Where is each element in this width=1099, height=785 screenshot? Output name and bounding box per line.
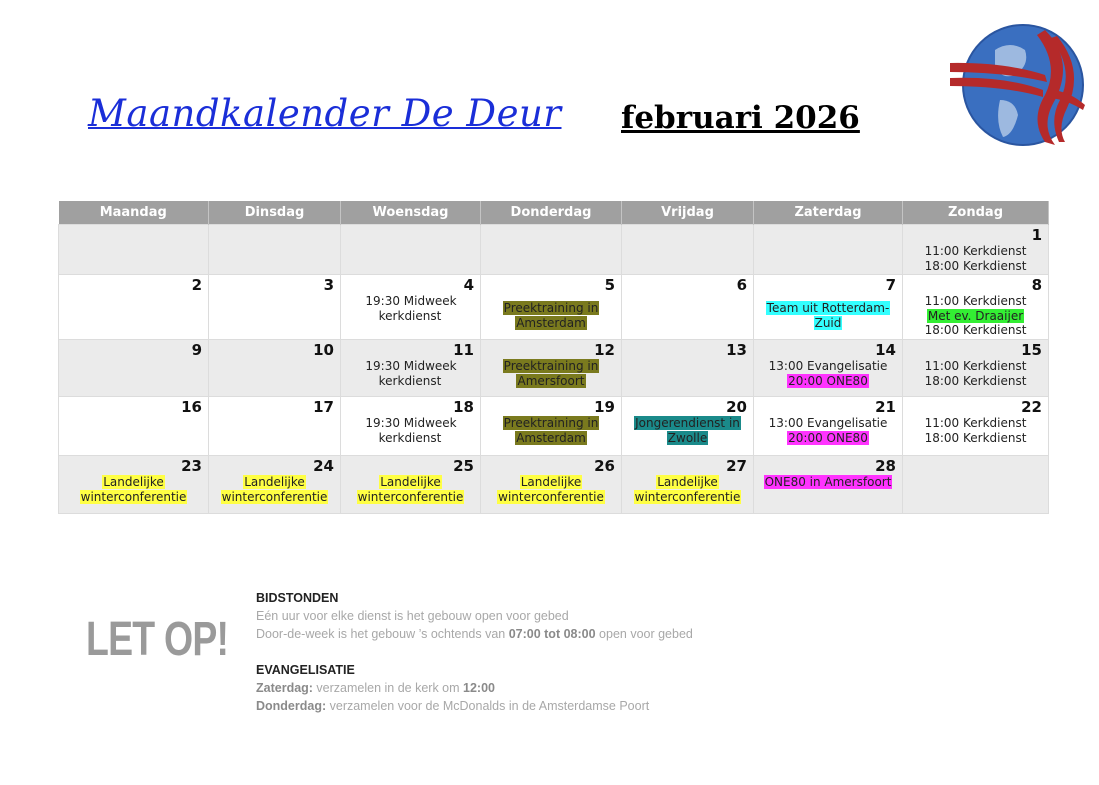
calendar-event xyxy=(760,374,896,389)
weekday-header: Vrijdag xyxy=(622,201,754,225)
calendar-day-cell xyxy=(59,456,209,514)
event-text: Landelijke winterconferentie xyxy=(221,475,328,504)
calendar-week-row xyxy=(59,456,1049,514)
calendar-event xyxy=(760,475,896,490)
event-text: 18:00 Kerkdienst xyxy=(924,323,1027,337)
calendar-day-cell xyxy=(341,225,481,275)
text: verzamelen in de kerk om xyxy=(312,681,464,695)
calendar-day-cell xyxy=(481,456,622,514)
text: open voor gebed xyxy=(595,627,693,641)
calendar-day-cell xyxy=(341,456,481,514)
event-text: 20:00 ONE80 xyxy=(788,430,868,445)
calendar-day-cell xyxy=(209,456,341,514)
calendar-day-cell xyxy=(622,275,754,340)
weekday-header: Dinsdag xyxy=(209,201,341,225)
day-number: 5 xyxy=(604,276,615,294)
calendar-day-cell xyxy=(209,275,341,340)
calendar-day-cell xyxy=(209,397,341,456)
calendar-day-cell xyxy=(622,225,754,275)
month-title: februari 2026 xyxy=(621,100,860,136)
calendar-day-cell xyxy=(481,225,622,275)
day-number: 19 xyxy=(594,398,615,416)
calendar-day-cell xyxy=(341,340,481,397)
text: verzamelen voor de McDonalds in de Amsterdamse Poort xyxy=(326,699,650,713)
event-text: Met ev. Draaijer xyxy=(927,308,1024,323)
day-number: 16 xyxy=(181,398,202,416)
bidstonden-heading: BIDSTONDEN xyxy=(256,591,339,605)
calendar-event xyxy=(909,259,1042,274)
bidstonden-line-1: Eén uur voor elke dienst is het gebouw open voor gebed xyxy=(256,609,569,623)
calendar-event xyxy=(487,475,615,504)
text: Door-de-week is het gebouw ’s ochtends van xyxy=(256,627,509,641)
calendar-day-cell xyxy=(341,397,481,456)
day-number: 10 xyxy=(313,341,334,359)
event-text: Landelijke winterconferentie xyxy=(634,475,741,504)
calendar-day-cell xyxy=(59,397,209,456)
church-logo xyxy=(945,20,1090,150)
day-number: 9 xyxy=(191,341,202,359)
evangelisatie-line-1 xyxy=(256,679,693,697)
calendar-event xyxy=(909,359,1042,374)
day-number: 25 xyxy=(453,457,474,475)
event-text: Landelijke winterconferentie xyxy=(498,475,604,504)
event-text: 18:00 Kerkdienst xyxy=(924,373,1027,388)
day-number: 26 xyxy=(594,457,615,475)
day-number: 24 xyxy=(313,457,334,475)
event-text: ONE80 in Amersfoort xyxy=(764,475,892,489)
calendar-day-cell xyxy=(754,456,903,514)
day-number: 12 xyxy=(594,341,615,359)
event-text: 11:00 Kerkdienst xyxy=(924,416,1027,430)
event-text: Jongerendienst in Zwolle xyxy=(635,416,740,445)
day-number: 2 xyxy=(191,276,202,294)
calendar-event xyxy=(347,416,474,445)
event-text: Team uit Rotterdam-Zuid xyxy=(766,301,890,330)
notice-text xyxy=(256,589,693,715)
day-number: 17 xyxy=(313,398,334,416)
event-text: 13:00 Evangelisatie xyxy=(768,416,888,430)
calendar-day-cell xyxy=(754,225,903,275)
calendar-day-cell xyxy=(59,225,209,275)
day-number: 11 xyxy=(453,341,474,359)
day-label: Zaterdag: xyxy=(256,681,313,695)
time: 12:00 xyxy=(463,681,495,695)
event-text: 11:00 Kerkdienst xyxy=(924,244,1027,258)
calendar-day-cell xyxy=(59,340,209,397)
page-title: Maandkalender De Deur xyxy=(88,92,562,135)
event-text: 19:30 Midweek kerkdienst xyxy=(365,416,457,445)
day-number: 28 xyxy=(875,457,896,475)
calendar-event xyxy=(347,359,474,388)
calendar-event xyxy=(760,431,896,446)
calendar-grid xyxy=(58,201,1049,514)
day-number: 1 xyxy=(1031,226,1042,244)
calendar-day-cell xyxy=(903,456,1049,514)
event-text: Preektraining in Amsterdam xyxy=(503,301,599,330)
weekday-header: Maandag xyxy=(59,201,209,225)
calendar-day-cell xyxy=(622,456,754,514)
event-text: 20:00 ONE80 xyxy=(788,373,868,388)
day-number: 18 xyxy=(453,398,474,416)
notice-label: LET OP! xyxy=(86,613,229,666)
calendar-day-cell xyxy=(59,275,209,340)
day-number: 6 xyxy=(736,276,747,294)
calendar-event xyxy=(760,301,896,330)
event-text: Landelijke winterconferentie xyxy=(357,475,464,504)
event-text: Preektraining in Amsterdam xyxy=(503,416,599,445)
calendar-event xyxy=(760,359,896,374)
calendar-event xyxy=(909,323,1042,338)
calendar-event xyxy=(215,475,334,504)
calendar-week-row xyxy=(59,225,1049,275)
weekday-header: Zondag xyxy=(903,201,1049,225)
evangelisatie-heading: EVANGELISATIE xyxy=(256,663,355,677)
calendar-event xyxy=(909,244,1042,259)
bidstonden-line-2 xyxy=(256,625,693,643)
calendar-event xyxy=(909,416,1042,431)
calendar-day-cell xyxy=(754,340,903,397)
calendar-day-cell xyxy=(209,340,341,397)
calendar-day-cell xyxy=(481,340,622,397)
day-number: 21 xyxy=(875,398,896,416)
day-number: 23 xyxy=(181,457,202,475)
day-number: 15 xyxy=(1021,341,1042,359)
event-text: 19:30 Midweek kerkdienst xyxy=(365,294,457,323)
calendar-week-row xyxy=(59,397,1049,456)
calendar-week-row xyxy=(59,275,1049,340)
calendar-event xyxy=(909,431,1042,446)
day-number: 3 xyxy=(323,276,334,294)
calendar-day-cell xyxy=(903,397,1049,456)
event-text: 13:00 Evangelisatie xyxy=(768,359,888,373)
evangelisatie-line-2 xyxy=(256,697,693,715)
weekday-header: Donderdag xyxy=(481,201,622,225)
event-text: Landelijke winterconferentie xyxy=(80,475,187,504)
event-text: 18:00 Kerkdienst xyxy=(924,430,1027,445)
calendar-day-cell xyxy=(209,225,341,275)
calendar-event xyxy=(487,301,615,330)
day-number: 13 xyxy=(726,341,747,359)
event-text: 19:30 Midweek kerkdienst xyxy=(365,359,457,388)
calendar-day-cell xyxy=(622,397,754,456)
calendar-week-row xyxy=(59,340,1049,397)
calendar-day-cell xyxy=(341,275,481,340)
time-range: 07:00 tot 08:00 xyxy=(508,627,596,641)
event-text: 11:00 Kerkdienst xyxy=(924,359,1027,373)
event-text: 18:00 Kerkdienst xyxy=(924,258,1027,273)
calendar-event xyxy=(628,416,747,445)
calendar-event xyxy=(760,416,896,431)
calendar-day-cell xyxy=(622,340,754,397)
calendar-day-cell xyxy=(481,275,622,340)
calendar-day-cell xyxy=(754,397,903,456)
event-text: Preektraining in Amersfoort xyxy=(503,359,599,388)
calendar-day-cell xyxy=(903,225,1049,275)
weekday-header: Woensdag xyxy=(341,201,481,225)
calendar-event xyxy=(347,294,474,323)
calendar-event xyxy=(347,475,474,504)
calendar-event xyxy=(909,309,1042,324)
calendar-event xyxy=(909,374,1042,389)
calendar-event xyxy=(487,416,615,445)
calendar-day-cell xyxy=(481,397,622,456)
day-number: 27 xyxy=(726,457,747,475)
day-number: 14 xyxy=(875,341,896,359)
calendar-day-cell xyxy=(903,275,1049,340)
day-label: Donderdag: xyxy=(256,699,327,713)
event-text: 11:00 Kerkdienst xyxy=(924,294,1027,308)
calendar-event xyxy=(487,359,615,388)
calendar-event xyxy=(628,475,747,504)
weekday-header: Zaterdag xyxy=(754,201,903,225)
calendar-day-cell xyxy=(754,275,903,340)
calendar-event xyxy=(909,294,1042,309)
day-number: 22 xyxy=(1021,398,1042,416)
day-number: 8 xyxy=(1031,276,1042,294)
calendar-event xyxy=(65,475,202,504)
day-number: 7 xyxy=(885,276,896,294)
day-number: 4 xyxy=(463,276,474,294)
day-number: 20 xyxy=(726,398,747,416)
calendar-day-cell xyxy=(903,340,1049,397)
